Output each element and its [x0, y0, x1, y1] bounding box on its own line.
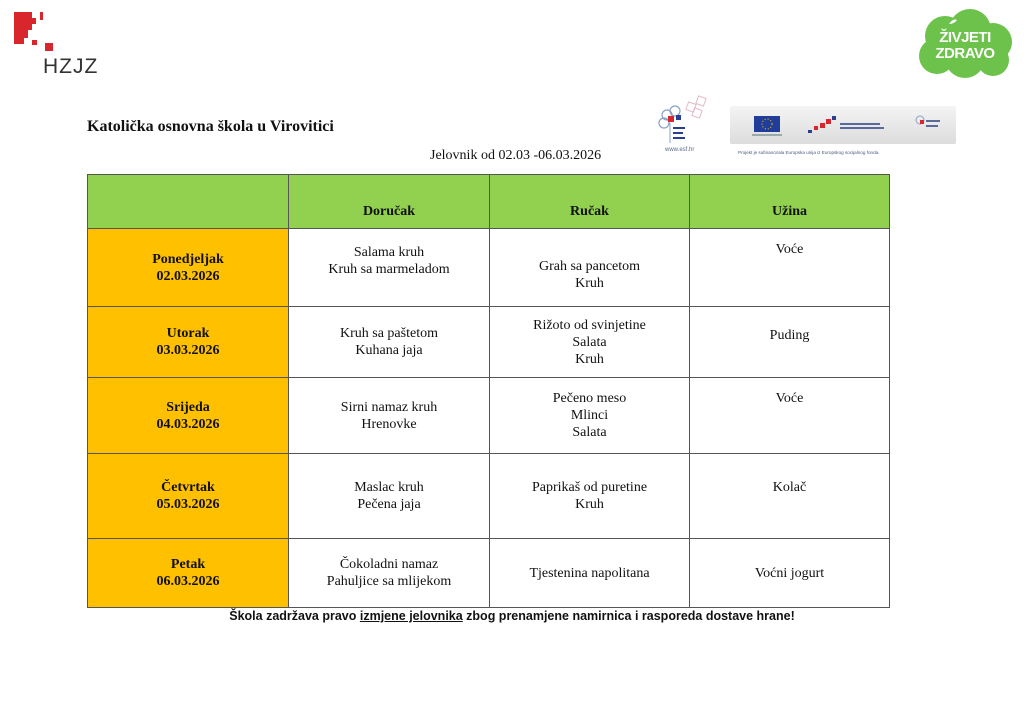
breakfast-cell — [289, 454, 490, 539]
menu-item: Puding — [769, 327, 810, 343]
zivjeti-zdravo-logo — [915, 8, 1015, 80]
menu-item: Grah sa pancetom — [538, 258, 641, 274]
menu-item: Salama kruh — [353, 244, 425, 260]
day-date: 03.03.2026 — [156, 343, 220, 358]
eu-flag-icon — [754, 116, 780, 132]
table-row — [88, 307, 890, 378]
lunch-cell — [490, 307, 690, 378]
day-date: 05.03.2026 — [156, 497, 220, 512]
menu-item: Sirni namaz kruh — [340, 399, 438, 415]
menu-period: Jelovnik od 02.03 -06.03.2026 — [430, 148, 602, 163]
snack-cell — [690, 454, 890, 539]
snack-cell — [690, 378, 890, 454]
school-title: Katolička osnovna škola u Virovitici — [87, 118, 334, 135]
day-name: Srijeda — [166, 399, 210, 415]
notice-text-end: zbog prenamjene namirnica i rasporeda dostave hrane! — [462, 609, 795, 623]
menu-item: Kolač — [772, 480, 807, 495]
day-cell — [88, 539, 289, 608]
menu-item: Maslac kruh — [354, 480, 424, 495]
breakfast-cell — [289, 229, 490, 307]
day-cell — [88, 229, 289, 307]
table-row — [88, 378, 890, 454]
menu-item: Kruh — [575, 351, 604, 367]
snack-cell — [690, 539, 890, 608]
menu-item: Voće — [775, 242, 804, 257]
day-cell — [88, 307, 289, 378]
day-date: 04.03.2026 — [156, 416, 220, 432]
column-header-lunch: Ručak — [490, 175, 690, 229]
lunch-cell — [490, 378, 690, 454]
breakfast-cell — [289, 378, 490, 454]
menu-item: Hrenovke — [361, 416, 417, 432]
column-header-breakfast: Doručak — [289, 175, 490, 229]
table-row — [88, 454, 890, 539]
zdravo-text: ZDRAVO — [935, 45, 995, 62]
menu-item: Kruh — [575, 497, 604, 512]
table-header-row — [88, 175, 890, 229]
day-name: Ponedjeljak — [152, 251, 224, 267]
eu-funds-icons — [730, 106, 958, 146]
lunch-cell — [490, 539, 690, 608]
day-name: Petak — [170, 557, 206, 572]
menu-item: Voće — [775, 391, 804, 406]
esf-flower-icon — [655, 95, 725, 147]
table-row — [88, 229, 890, 307]
hzjz-logo-text: HZJZ — [43, 55, 99, 78]
menu-item: Kruh sa marmeladom — [328, 261, 450, 277]
esf-eu-banner — [730, 106, 958, 158]
breakfast-cell — [289, 539, 490, 608]
menu-item: Kruh — [575, 275, 604, 291]
column-header-snack: Užina — [690, 175, 890, 229]
menu-item: Pečeno meso — [552, 391, 627, 406]
menu-item: Salata — [572, 334, 607, 350]
lunch-cell — [490, 229, 690, 307]
menu-change-notice — [0, 609, 1024, 623]
menu-item: Salata — [572, 425, 607, 440]
menu-item: Kruh sa paštetom — [340, 326, 438, 341]
day-name: Četvrtak — [161, 480, 215, 495]
menu-item: Rižoto od svinjetine — [533, 317, 646, 333]
esf-url: www.esf.hr — [665, 147, 695, 153]
esf-caption: Projekt je sufinancirala Europska unija iz Europskog socijalnog fonda. — [738, 150, 880, 155]
notice-text-start: Škola zadržava pravo — [229, 609, 360, 623]
menu-item: Mlinci — [570, 408, 609, 423]
breakfast-cell — [289, 307, 490, 378]
hzjz-logo — [10, 10, 100, 80]
menu-item: Kuhana jaja — [355, 343, 423, 358]
snack-cell — [690, 307, 890, 378]
menu-item: Tjestenina napolitana — [529, 565, 650, 581]
day-date: 06.03.2026 — [156, 574, 220, 589]
zivjeti-text: ŽIVJETI — [939, 29, 991, 46]
day-date: 02.03.2026 — [156, 268, 220, 284]
menu-item: Pahuljice sa mlijekom — [326, 574, 452, 589]
menu-item: Pečena jaja — [357, 497, 421, 512]
menu-item: Čokoladni namaz — [339, 557, 439, 572]
menu-item: Voćni jogurt — [754, 565, 825, 581]
table-row — [88, 539, 890, 608]
day-cell — [88, 378, 289, 454]
notice-underlined: izmjene jelovnika — [359, 609, 463, 623]
day-name: Utorak — [166, 326, 210, 341]
column-header-day — [88, 175, 289, 229]
lunch-cell — [490, 454, 690, 539]
snack-cell — [690, 229, 890, 307]
menu-table — [87, 174, 890, 608]
menu-item: Paprikaš od puretine — [531, 480, 648, 495]
day-cell — [88, 454, 289, 539]
esf-logo — [655, 95, 725, 160]
